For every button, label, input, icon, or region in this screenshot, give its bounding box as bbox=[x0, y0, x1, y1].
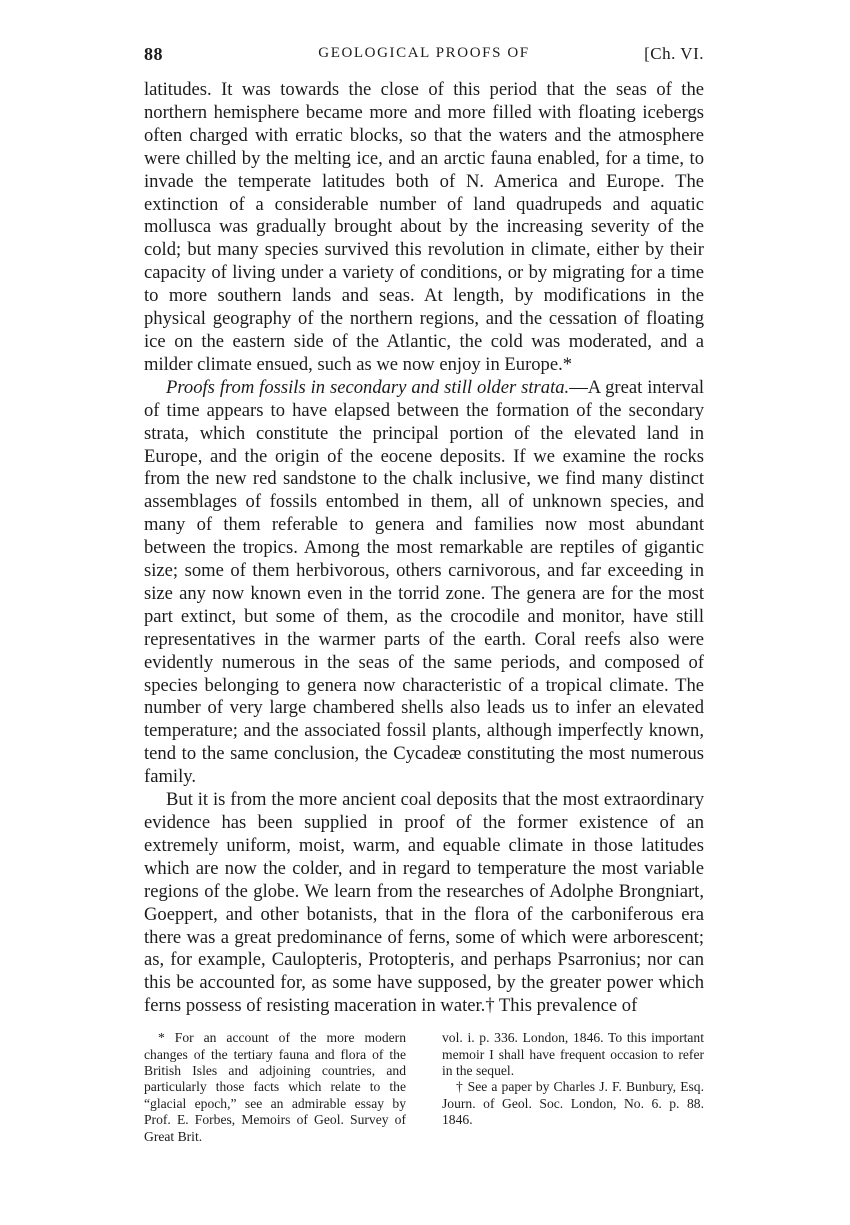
running-head bbox=[144, 40, 704, 70]
footnote-dagger: † See a paper by Charles J. F. Bunbury, Esq. Journ. of Geol. Soc. London, No. 6. p. 88. 1846. bbox=[442, 1079, 704, 1128]
paragraph-latitudes: latitudes. It was towards the close of this period that the seas of the northern hemisphere became more and more filled with floating icebergs often charged with erratic blocks, so that the waters and the atmosphere were chilled by the melting ice, and an arctic fauna enabled, for a time, to invade the temperate latitudes both of N. America and Europe. The extinction of a considerable number of land quadrupeds and aquatic mollusca was gradually brought about by the increasing severity of the cold; but many species survived this revolution in climate, either by their capacity of living under a variety of conditions, or by migrating for a time to more southern lands and seas. At length, by modifications in the physical geography of the northern regions, and the cessation of floating ice on the eastern side of the Atlantic, the cold was moderated, and a milder climate ensued, such as we now enjoy in Europe.* bbox=[144, 79, 704, 375]
footnote-column-left bbox=[144, 1030, 406, 1145]
footnote-asterisk: * For an account of the more modern changes of the tertiary fauna and flora of the British Isles and adjoining countries, and particularly those facts which relate to the “glacial epoch,” see an admirable essay by Prof. E. Forbes, Memoirs of Geol. Survey of Great Brit. bbox=[144, 1030, 406, 1144]
section-heading: Proofs from fossils in secondary and still older strata. bbox=[166, 376, 570, 398]
footnote-column-right bbox=[442, 1030, 704, 1145]
chapter-label: [Ch. VI. bbox=[644, 44, 704, 63]
running-title: GEOLOGICAL PROOFS OF bbox=[318, 45, 530, 61]
footnotes bbox=[144, 1030, 704, 1145]
paragraph-coal-deposits: But it is from the more ancient coal deposits that the most extraordinary evidence has been supplied in proof of the former existence of an extremely uniform, moist, warm, and equable climate in those latitudes which are now the colder, and in regard to temperature the most variable regions of the globe. We learn from the researches of Adolphe Brongniart, Goeppert, and other botanists, that in the flora of the carboniferous era there was a great predominance of ferns, some of which were arborescent; as, for example, Caulopteris, Protopteris, and perhaps Psarronius; nor can this be accounted for, as some have supposed, by the greater power which ferns possess of resisting maceration in water.† This prevalence of bbox=[144, 789, 704, 1017]
page-number: 88 bbox=[144, 44, 163, 64]
book-page bbox=[144, 40, 704, 1145]
footnote-asterisk-continued: vol. i. p. 336. London, 1846. To this important memoir I shall have frequent occasion to refer in the sequel. bbox=[442, 1030, 704, 1078]
paragraph-secondary-strata-text: —A great interval of time appears to have elapsed between the formation of the secondary strata, which constitute the principal portion of the elevated land in Europe, and the origin of the eocene deposits. If we examine the rocks from the new red sandstone to the chalk inclusive, we find many distinct assemblages of fossils entombed in them, all of unknown species, and many of them referable to genera and families now most abundant between the tropics. Among the most remarkable are reptiles of gigantic size; some of them herbivorous, others carnivorous, and far exceeding in size any now known even in the torrid zone. The genera are for the most part extinct, but some of them, as the crocodile and monitor, have still representatives in the warmer parts of the earth. Coral reefs also were evidently numerous in the seas of the same periods, and composed of species belonging to genera now characteristic of a tropical climate. The number of very large chambered shells also leads us to infer an elevated temperature; and the associated fossil plants, although imperfectly known, tend to the same conclusion, the Cycadeæ constituting the most numerous family. bbox=[144, 376, 704, 788]
body-text bbox=[144, 79, 704, 1018]
paragraph-secondary-strata bbox=[144, 377, 704, 789]
